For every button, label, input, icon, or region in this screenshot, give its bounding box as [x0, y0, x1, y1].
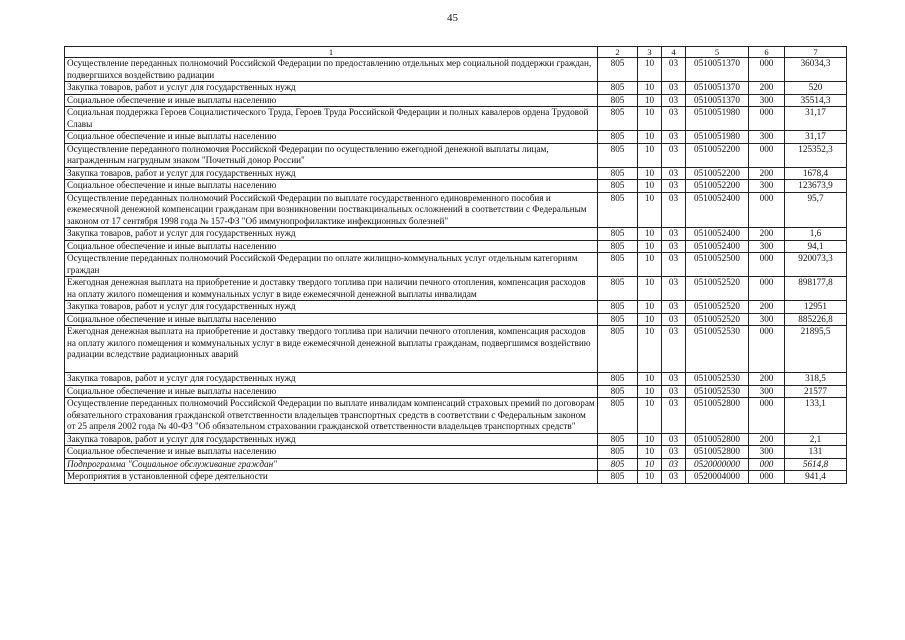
row-expense-type: 300 — [749, 313, 785, 326]
row-subsection-code: 03 — [662, 398, 686, 434]
row-grbs-code: 805 — [598, 240, 638, 253]
table-row — [65, 228, 847, 241]
row-expense-type: 300 — [749, 385, 785, 398]
row-description: Закупка товаров, работ и услуг для государственных нужд — [65, 433, 598, 446]
table-row — [65, 385, 847, 398]
row-expense-type: 000 — [749, 58, 785, 82]
row-section-code: 10 — [638, 107, 662, 131]
row-target-article: 0510052400 — [686, 240, 749, 253]
row-expense-type: 200 — [749, 228, 785, 241]
row-expense-type: 000 — [749, 192, 785, 228]
table-row — [65, 277, 847, 301]
table-row — [65, 167, 847, 180]
table-row — [65, 433, 847, 446]
row-grbs-code: 805 — [598, 433, 638, 446]
row-section-code: 10 — [638, 301, 662, 314]
row-subsection-code: 03 — [662, 313, 686, 326]
row-expense-type: 300 — [749, 240, 785, 253]
row-section-code: 10 — [638, 433, 662, 446]
row-amount: 36034,3 — [785, 58, 847, 82]
row-expense-type: 000 — [749, 458, 785, 471]
row-grbs-code: 805 — [598, 180, 638, 193]
row-section-code: 10 — [638, 313, 662, 326]
row-section-code: 10 — [638, 373, 662, 386]
row-target-article: 0510052800 — [686, 398, 749, 434]
row-section-code: 10 — [638, 471, 662, 484]
row-grbs-code: 805 — [598, 398, 638, 434]
table-row — [65, 446, 847, 459]
row-description: Ежегодная денежная выплата на приобретение и доставку твердого топлива при наличии печного отопления, компенсация расходов на оплату жилого помещения и коммунальных услуг в виде ежемесячной денежной выплаты инвалидам — [65, 277, 598, 301]
row-grbs-code: 805 — [598, 107, 638, 131]
row-target-article: 0510052530 — [686, 373, 749, 386]
row-description: Социальная поддержка Героев Социалистического Труда, Героев Труда Российской Федерации и полных кавалеров ордена Трудовой Славы — [65, 107, 598, 131]
table-row — [65, 253, 847, 277]
row-target-article: 0510051980 — [686, 107, 749, 131]
row-subsection-code: 03 — [662, 373, 686, 386]
table-row — [65, 326, 847, 373]
row-description: Ежегодная денежная выплата на приобретение и доставку твердого топлива при наличии печного отопления, компенсация расходов на оплату жилого помещения и коммунальных услуг в виде ежемесячной денежной выплаты гражданам, подвергшимся воздействию радиации вследствие радиационных аварий — [65, 326, 598, 373]
table-row — [65, 143, 847, 167]
column-header: 3 — [638, 47, 662, 58]
row-target-article: 0510052200 — [686, 167, 749, 180]
row-description: Мероприятия в установленной сфере деятельности — [65, 471, 598, 484]
row-subsection-code: 03 — [662, 180, 686, 193]
row-target-article: 0510052520 — [686, 313, 749, 326]
budget-table — [64, 46, 847, 484]
row-subsection-code: 03 — [662, 94, 686, 107]
row-grbs-code: 805 — [598, 446, 638, 459]
row-description: Осуществление переданных полномочий Российской Федерации по выплате государственного единовременного пособия и ежемесячной денежной компенсации гражданам при возникновении поствакцинальных осложнений в соответствии с Федеральным законом от 17 сентября 1998 года № 157-ФЗ "Об иммунопрофилактике инфекционных болезней" — [65, 192, 598, 228]
column-header: 7 — [785, 47, 847, 58]
row-grbs-code: 805 — [598, 94, 638, 107]
table-row — [65, 131, 847, 144]
row-description: Социальное обеспечение и иные выплаты населению — [65, 94, 598, 107]
row-subsection-code: 03 — [662, 192, 686, 228]
row-section-code: 10 — [638, 277, 662, 301]
row-subsection-code: 03 — [662, 131, 686, 144]
row-amount: 920073,3 — [785, 253, 847, 277]
row-expense-type: 200 — [749, 82, 785, 95]
row-description: Закупка товаров, работ и услуг для государственных нужд — [65, 373, 598, 386]
row-target-article: 0510052200 — [686, 180, 749, 193]
row-subsection-code: 03 — [662, 228, 686, 241]
page-number: 45 — [447, 12, 458, 24]
row-target-article: 0510052530 — [686, 326, 749, 373]
row-target-article: 0520000000 — [686, 458, 749, 471]
row-target-article: 0510052400 — [686, 228, 749, 241]
row-target-article: 0510051980 — [686, 131, 749, 144]
row-description: Осуществление переданных полномочий Российской Федерации по оплате жилищно-коммунальных услуг отдельным категориям граждан — [65, 253, 598, 277]
row-description: Подпрограмма "Социальное обслуживание граждан" — [65, 458, 598, 471]
row-subsection-code: 03 — [662, 167, 686, 180]
row-expense-type: 200 — [749, 373, 785, 386]
row-grbs-code: 805 — [598, 471, 638, 484]
row-amount: 520 — [785, 82, 847, 95]
row-grbs-code: 805 — [598, 167, 638, 180]
column-number-row — [65, 47, 847, 58]
column-header: 1 — [65, 47, 598, 58]
row-subsection-code: 03 — [662, 458, 686, 471]
row-section-code: 10 — [638, 167, 662, 180]
row-description: Закупка товаров, работ и услуг для государственных нужд — [65, 167, 598, 180]
row-amount: 885226,8 — [785, 313, 847, 326]
row-target-article: 0510052530 — [686, 385, 749, 398]
row-amount: 31,17 — [785, 131, 847, 144]
row-grbs-code: 805 — [598, 228, 638, 241]
row-subsection-code: 03 — [662, 240, 686, 253]
row-section-code: 10 — [638, 131, 662, 144]
row-target-article: 0510052400 — [686, 192, 749, 228]
row-grbs-code: 805 — [598, 143, 638, 167]
row-description: Осуществление переданных полномочий Российской Федерации по предоставлению отдельных мер социальной поддержки граждан, подвергшихся воздействию радиации — [65, 58, 598, 82]
row-target-article: 0510052520 — [686, 301, 749, 314]
row-grbs-code: 805 — [598, 192, 638, 228]
row-grbs-code: 805 — [598, 458, 638, 471]
row-grbs-code: 805 — [598, 82, 638, 95]
row-subsection-code: 03 — [662, 326, 686, 373]
row-section-code: 10 — [638, 446, 662, 459]
row-section-code: 10 — [638, 94, 662, 107]
row-expense-type: 000 — [749, 143, 785, 167]
row-section-code: 10 — [638, 458, 662, 471]
row-description: Осуществление переданного полномочия Российской Федерации по осуществлению ежегодной денежной выплаты лицам, награжденным нагрудным знаком "Почетный донор России" — [65, 143, 598, 167]
row-subsection-code: 03 — [662, 143, 686, 167]
table-row — [65, 107, 847, 131]
row-expense-type: 200 — [749, 433, 785, 446]
row-amount: 125352,3 — [785, 143, 847, 167]
row-expense-type: 000 — [749, 398, 785, 434]
row-expense-type: 300 — [749, 180, 785, 193]
row-amount: 94,1 — [785, 240, 847, 253]
row-target-article: 0510052200 — [686, 143, 749, 167]
row-amount: 95,7 — [785, 192, 847, 228]
row-expense-type: 200 — [749, 301, 785, 314]
row-description: Социальное обеспечение и иные выплаты населению — [65, 240, 598, 253]
row-subsection-code: 03 — [662, 82, 686, 95]
row-amount: 1,6 — [785, 228, 847, 241]
row-description: Социальное обеспечение и иные выплаты населению — [65, 446, 598, 459]
table-row — [65, 58, 847, 82]
row-target-article: 0510052500 — [686, 253, 749, 277]
row-description: Социальное обеспечение и иные выплаты населению — [65, 180, 598, 193]
table-row — [65, 82, 847, 95]
row-grbs-code: 805 — [598, 373, 638, 386]
row-section-code: 10 — [638, 253, 662, 277]
row-amount: 5614,8 — [785, 458, 847, 471]
row-description: Социальное обеспечение и иные выплаты населению — [65, 385, 598, 398]
table-row — [65, 94, 847, 107]
column-header: 5 — [686, 47, 749, 58]
row-subsection-code: 03 — [662, 277, 686, 301]
row-grbs-code: 805 — [598, 301, 638, 314]
row-amount: 318,5 — [785, 373, 847, 386]
row-amount: 2,1 — [785, 433, 847, 446]
table-row — [65, 240, 847, 253]
row-amount: 1678,4 — [785, 167, 847, 180]
column-header: 6 — [749, 47, 785, 58]
row-grbs-code: 805 — [598, 385, 638, 398]
row-description: Осуществление переданных полномочий Российской Федерации по выплате инвалидам компенсаций страховых премий по договорам обязательного страхования гражданской ответственности владельцев транспортных средств в соответствии с Федеральным законом от 25 апреля 2002 года № 40-ФЗ "Об обязательном страховании гражданской ответственности владельцев транспортных средств" — [65, 398, 598, 434]
row-description: Закупка товаров, работ и услуг для государственных нужд — [65, 301, 598, 314]
row-section-code: 10 — [638, 240, 662, 253]
row-amount: 35514,3 — [785, 94, 847, 107]
row-expense-type: 000 — [749, 253, 785, 277]
table-row — [65, 313, 847, 326]
row-section-code: 10 — [638, 82, 662, 95]
row-target-article: 0510052800 — [686, 446, 749, 459]
table-row — [65, 458, 847, 471]
row-section-code: 10 — [638, 326, 662, 373]
row-section-code: 10 — [638, 228, 662, 241]
column-header: 2 — [598, 47, 638, 58]
row-subsection-code: 03 — [662, 433, 686, 446]
row-target-article: 0520004000 — [686, 471, 749, 484]
row-section-code: 10 — [638, 385, 662, 398]
row-expense-type: 000 — [749, 471, 785, 484]
column-header: 4 — [662, 47, 686, 58]
row-description: Социальное обеспечение и иные выплаты населению — [65, 131, 598, 144]
table-row — [65, 301, 847, 314]
row-subsection-code: 03 — [662, 301, 686, 314]
row-amount: 941,4 — [785, 471, 847, 484]
row-subsection-code: 03 — [662, 471, 686, 484]
row-subsection-code: 03 — [662, 107, 686, 131]
row-amount: 21895,5 — [785, 326, 847, 373]
table-row — [65, 180, 847, 193]
row-grbs-code: 805 — [598, 253, 638, 277]
row-expense-type: 000 — [749, 326, 785, 373]
table-row — [65, 471, 847, 484]
row-description: Закупка товаров, работ и услуг для государственных нужд — [65, 82, 598, 95]
row-section-code: 10 — [638, 180, 662, 193]
row-amount: 133,1 — [785, 398, 847, 434]
row-grbs-code: 805 — [598, 326, 638, 373]
row-expense-type: 200 — [749, 167, 785, 180]
row-amount: 898177,8 — [785, 277, 847, 301]
row-subsection-code: 03 — [662, 253, 686, 277]
row-expense-type: 000 — [749, 107, 785, 131]
row-grbs-code: 805 — [598, 313, 638, 326]
row-section-code: 10 — [638, 192, 662, 228]
row-grbs-code: 805 — [598, 131, 638, 144]
row-section-code: 10 — [638, 143, 662, 167]
row-amount: 131 — [785, 446, 847, 459]
row-amount: 21577 — [785, 385, 847, 398]
row-target-article: 0510051370 — [686, 82, 749, 95]
row-expense-type: 300 — [749, 446, 785, 459]
row-description: Закупка товаров, работ и услуг для государственных нужд — [65, 228, 598, 241]
row-subsection-code: 03 — [662, 58, 686, 82]
row-grbs-code: 805 — [598, 58, 638, 82]
row-amount: 123673,9 — [785, 180, 847, 193]
table-row — [65, 373, 847, 386]
table-row — [65, 398, 847, 434]
row-amount: 31,17 — [785, 107, 847, 131]
row-subsection-code: 03 — [662, 446, 686, 459]
row-target-article: 0510051370 — [686, 58, 749, 82]
row-expense-type: 300 — [749, 94, 785, 107]
row-target-article: 0510052800 — [686, 433, 749, 446]
row-grbs-code: 805 — [598, 277, 638, 301]
row-subsection-code: 03 — [662, 385, 686, 398]
row-description: Социальное обеспечение и иные выплаты населению — [65, 313, 598, 326]
row-amount: 12951 — [785, 301, 847, 314]
row-section-code: 10 — [638, 398, 662, 434]
row-target-article: 0510052520 — [686, 277, 749, 301]
row-expense-type: 300 — [749, 131, 785, 144]
table-row — [65, 192, 847, 228]
row-section-code: 10 — [638, 58, 662, 82]
row-expense-type: 000 — [749, 277, 785, 301]
row-target-article: 0510051370 — [686, 94, 749, 107]
